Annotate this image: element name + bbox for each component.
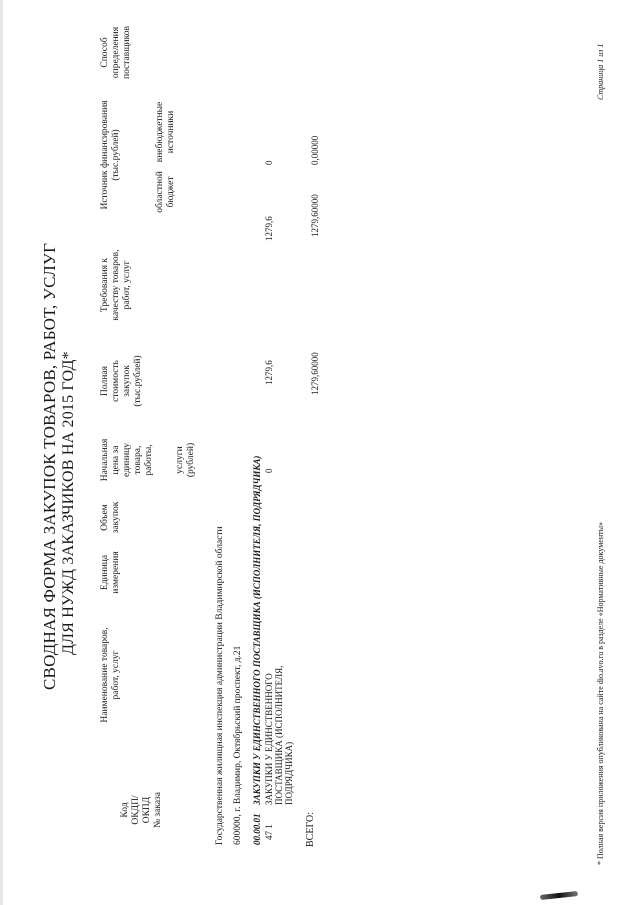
header-code-line3: ОКПД	[142, 796, 152, 824]
header-code-line4: № заказа	[153, 791, 163, 829]
section-code: 00.00.01	[252, 813, 262, 845]
row-name	[264, 666, 294, 805]
row-code: 47 1	[264, 824, 274, 840]
header-volume: Объем закупок	[100, 501, 121, 534]
header-price: Начальная цена за единицу товара, работы,	[100, 438, 154, 482]
form-title-line2: ДЛЯ НУЖД ЗАКАЗЧИКОВ НА 2015 ГОД*	[60, 351, 77, 655]
header-quality: Требования к качеству товаров, работ, услуг	[100, 249, 132, 321]
customer-name: Государственная жилищная инспекция администрации Владимирской области	[215, 526, 225, 845]
page-number: Страница 1 из 1	[596, 43, 605, 100]
header-source: Источник финансирования (тыс.рублей)	[100, 100, 121, 210]
header-code-line2: ОКДП/	[131, 795, 141, 825]
row-name-line3: ПОДРЯДЧИКА)	[284, 741, 294, 805]
header-source-regional: областной бюджет	[155, 171, 176, 213]
totals-regional: 1279,60000	[310, 194, 320, 237]
header-price-extra: услуги (рублей)	[175, 442, 196, 478]
header-source-extra: внебюджетные источники	[155, 101, 176, 163]
header-total: Полная стоимость закупок (тыс.рублей)	[100, 355, 143, 407]
row-total: 1279,6	[264, 360, 274, 385]
row-regional: 1279,6	[264, 216, 274, 241]
footnote: * Полная версия приложения опубликована на сайте dio.avo.ru в разделе «Нормативные документы»	[596, 522, 605, 865]
header-code	[120, 775, 164, 845]
header-method: Способ определения поставщиков	[100, 25, 132, 80]
customer-address: 600000, г. Владимир, Октябрьский проспект, д.21	[233, 645, 243, 845]
row-name-line1: ЗАКУПКИ У ЕДИНСТВЕННОГО	[264, 673, 274, 805]
header-code-line1: Код	[120, 802, 130, 818]
totals-total: 1279,60000	[310, 352, 320, 395]
section-title: ЗАКУПКИ У ЕДИНСТВЕННОГО ПОСТАВЩИКА (ИСПОЛНИТЕЛЯ, ПОДРЯДЧИКА)	[252, 455, 262, 805]
totals-extra: 0,00000	[310, 135, 320, 165]
totals-label: ВСЕГО:	[305, 812, 316, 847]
row-name-line2: ПОСТАВЩИКА (ИСПОЛНИТЕЛЯ,	[274, 665, 284, 805]
header-name: Наименование товаров, работ, услуг	[100, 627, 121, 723]
header-unit: Единица измерения	[100, 551, 121, 594]
row-extra: 0	[264, 160, 274, 165]
form-title-line1: СВОДНАЯ ФОРМА ЗАКУПОК ТОВАРОВ, РАБОТ, УСЛУГ	[40, 242, 59, 690]
row-price: 0	[264, 468, 274, 473]
